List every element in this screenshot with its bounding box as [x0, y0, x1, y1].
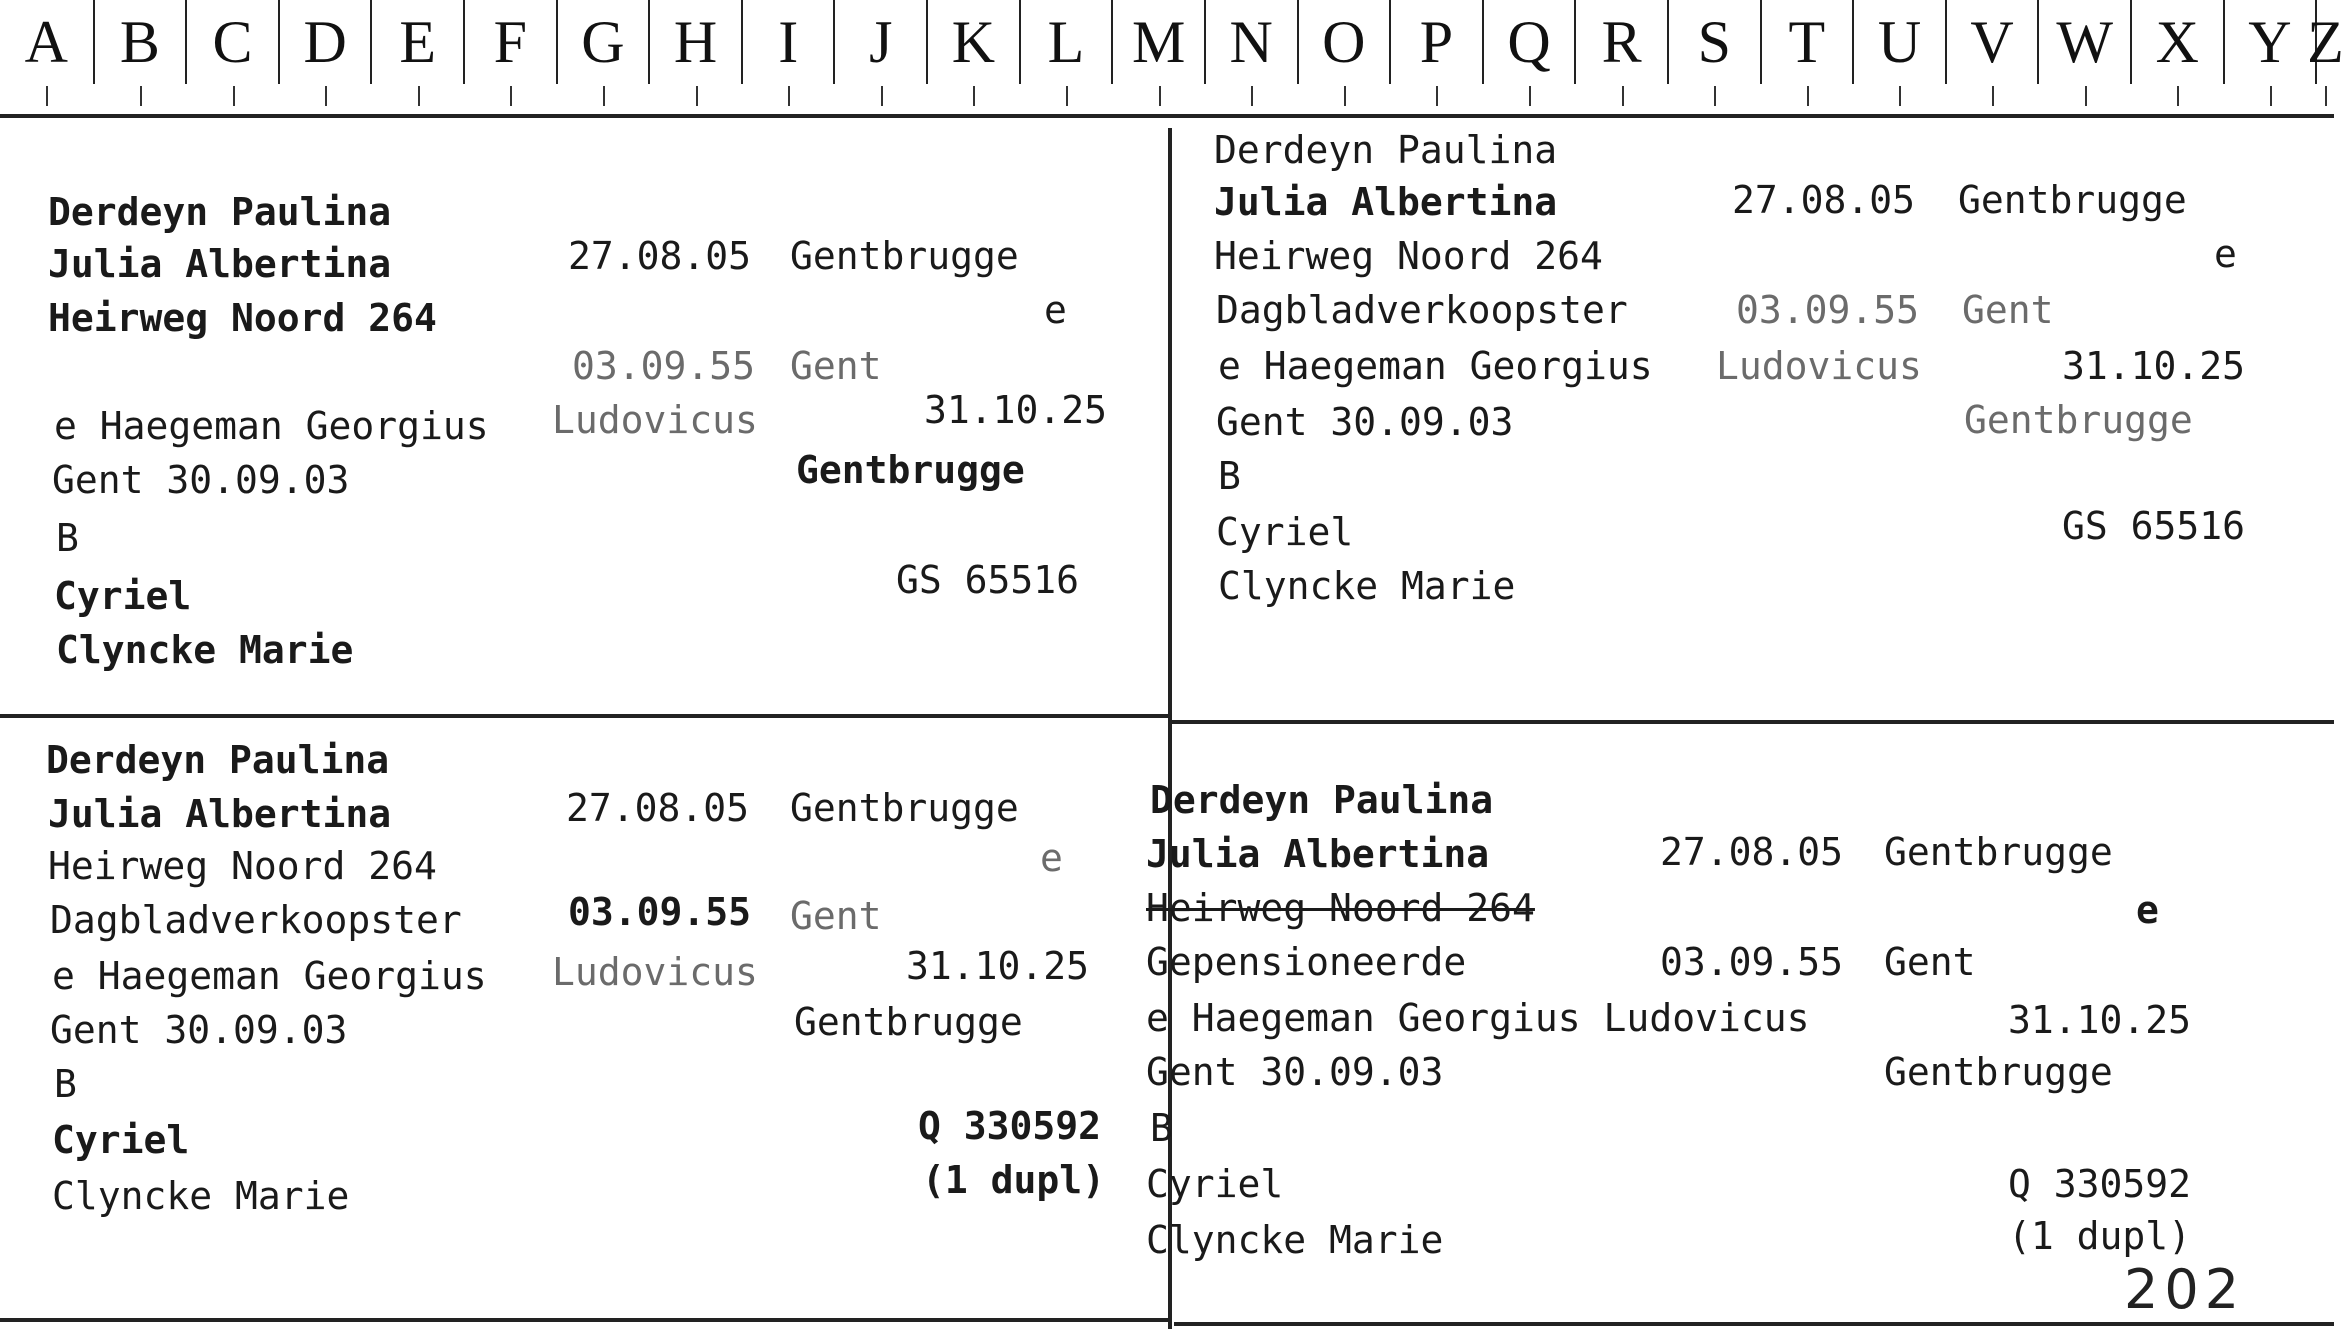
index-letter-label: Q	[1507, 9, 1551, 75]
index-tick-mark	[1807, 86, 1809, 106]
card-spouse-birth-date: 31.10.25	[924, 388, 1108, 432]
index-letter-label: Z	[2307, 9, 2344, 75]
index-tick-mark	[233, 86, 235, 106]
card-given-names: Julia Albertina	[1146, 832, 1490, 876]
card-event-place: Gent	[1884, 940, 1976, 984]
card-nationality: B	[1218, 454, 1241, 498]
index-tick-mark	[696, 86, 698, 106]
index-letter-z	[2307, 0, 2344, 84]
index-letter-label: N	[1229, 9, 1273, 75]
card-spouse-name: e Haegeman Georgius Ludovicus	[1146, 996, 1810, 1040]
index-letter-label: P	[1419, 9, 1454, 75]
index-letter-label: X	[2155, 9, 2199, 75]
index-letter-o	[1297, 0, 1390, 84]
index-letter-label: V	[1970, 9, 2014, 75]
index-letter-label: K	[951, 9, 996, 75]
index-letter-y	[2223, 0, 2316, 84]
card-spouse-birth-place: Gent 30.09.03	[1216, 400, 1514, 444]
index-tick-mark	[418, 86, 420, 106]
index-tick-mark	[2085, 86, 2087, 106]
card-address: Heirweg Noord 264	[48, 844, 437, 888]
card-event-place: Gent	[790, 894, 882, 938]
card-spouse-birth-date: 31.10.25	[906, 944, 1090, 988]
index-letter-e	[370, 0, 463, 84]
index-letter-r	[1574, 0, 1667, 84]
index-tick-mark	[1159, 86, 1161, 106]
card-birth-date: 27.08.05	[1732, 178, 1916, 222]
card-birth-place: Gentbrugge	[790, 234, 1019, 278]
card-spouse-birth-date: 31.10.25	[2062, 344, 2246, 388]
index-tick-mark	[1714, 86, 1716, 106]
index-letter-label: W	[2056, 9, 2114, 75]
index-letter-x	[2130, 0, 2223, 84]
index-tick-mark	[973, 86, 975, 106]
card-marital-mark: e	[2136, 888, 2159, 932]
index-letter-a	[0, 0, 93, 84]
record-card-top-right	[1172, 118, 2334, 720]
card-reference-number: GS 65516	[2062, 504, 2246, 548]
index-letter-label: G	[581, 9, 625, 75]
card-mother-name: Clyncke Marie	[52, 1174, 350, 1218]
card-given-names: Julia Albertina	[1214, 180, 1558, 224]
card-divider-bottom-left	[0, 1318, 1170, 1322]
card-birth-place: Gentbrugge	[1884, 830, 2113, 874]
card-reference-number: Q 330592	[2008, 1162, 2192, 1206]
card-birth-date: 27.08.05	[566, 786, 750, 830]
index-letter-d	[278, 0, 371, 84]
card-birth-date: 27.08.05	[1660, 830, 1844, 874]
index-letter-s	[1667, 0, 1760, 84]
index-letter-label: A	[24, 9, 68, 75]
card-name-line: Derdeyn Paulina	[46, 738, 390, 782]
index-letter-u	[1852, 0, 1945, 84]
card-mother-name: Clyncke Marie	[1218, 564, 1516, 608]
card-marital-mark: e	[1044, 288, 1067, 332]
card-birth-place: Gentbrugge	[1958, 178, 2187, 222]
card-spouse-given: Ludovicus	[1716, 344, 1922, 388]
index-letter-label: U	[1877, 9, 1922, 75]
index-tick-mark	[1251, 86, 1253, 106]
index-tick-mark	[788, 86, 790, 106]
index-letter-label: L	[1047, 9, 1085, 75]
card-spouse-birth-place: Gent 30.09.03	[1146, 1050, 1444, 1094]
card-spouse-residence: Gentbrugge	[1884, 1050, 2113, 1094]
index-letter-l	[1019, 0, 1112, 84]
index-letter-label: E	[399, 9, 437, 75]
card-address: Heirweg Noord 264	[1214, 234, 1603, 278]
index-letter-p	[1389, 0, 1482, 84]
card-spouse-residence: Gentbrugge	[1964, 398, 2193, 442]
index-tick-mark	[1066, 86, 1068, 106]
card-spouse-birth-date: 31.10.25	[2008, 998, 2192, 1042]
index-letter-m	[1111, 0, 1204, 84]
card-marital-mark: e	[2214, 232, 2237, 276]
index-tick-mark	[46, 86, 48, 106]
index-tick-mark	[140, 86, 142, 106]
card-nationality: B	[1150, 1106, 1173, 1150]
card-father-name: Cyriel	[54, 574, 192, 618]
card-name-line: Derdeyn Paulina	[48, 190, 392, 234]
index-letter-n	[1204, 0, 1297, 84]
card-mother-name: Clyncke Marie	[56, 628, 354, 672]
card-occupation: Dagbladverkoopster	[1216, 288, 1628, 332]
index-tick-mark	[2177, 86, 2179, 106]
card-duplicate-note: (1 dupl)	[2008, 1214, 2192, 1258]
index-tick-mark	[1529, 86, 1531, 106]
index-tick-mark	[2325, 86, 2327, 106]
index-letter-label: S	[1697, 9, 1731, 75]
card-spouse-residence: Gentbrugge	[794, 1000, 1023, 1044]
index-tick-mark	[881, 86, 883, 106]
index-tick-mark	[603, 86, 605, 106]
record-card-bottom-left	[0, 718, 1168, 1318]
card-divider-bottom-right	[1174, 1322, 2334, 1326]
card-event-place: Gent	[790, 344, 882, 388]
index-tick-mark	[325, 86, 327, 106]
index-tick-mark	[1992, 86, 1994, 106]
card-spouse-residence: Gentbrugge	[796, 448, 1025, 492]
index-letter-label: Y	[2248, 9, 2292, 75]
card-birth-place: Gentbrugge	[790, 786, 1019, 830]
card-occupation: Dagbladverkoopster	[50, 898, 462, 942]
card-spouse-name: e Haegeman Georgius	[54, 404, 489, 448]
card-event-date: 03.09.55	[1660, 940, 1844, 984]
index-letter-q	[1482, 0, 1575, 84]
card-event-date: 03.09.55	[568, 890, 752, 934]
card-spouse-birth-place: Gent 30.09.03	[52, 458, 350, 502]
card-duplicate-note: (1 dupl)	[922, 1158, 1106, 1202]
index-letter-j	[833, 0, 926, 84]
card-given-names: Julia Albertina	[48, 242, 392, 286]
card-spouse-name: e Haegeman Georgius	[52, 954, 487, 998]
card-event-date: 03.09.55	[1736, 288, 1920, 332]
index-tick-mark	[2270, 86, 2272, 106]
index-letter-label: H	[673, 9, 718, 75]
index-letter-c	[185, 0, 278, 84]
card-mother-name: Clyncke Marie	[1146, 1218, 1444, 1262]
card-nationality: B	[56, 516, 79, 560]
card-father-name: Cyriel	[1146, 1162, 1284, 1206]
index-letter-f	[463, 0, 556, 84]
index-letter-label: T	[1788, 9, 1826, 75]
card-spouse-birth-place: Gent 30.09.03	[50, 1008, 348, 1052]
index-letter-label: F	[493, 9, 528, 75]
index-letter-label: C	[212, 9, 253, 75]
card-spouse-name: e Haegeman Georgius	[1218, 344, 1653, 388]
card-marital-mark: e	[1040, 836, 1063, 880]
index-letter-label: D	[303, 9, 347, 75]
index-letter-label: R	[1601, 9, 1642, 75]
card-event-place: Gent	[1962, 288, 2054, 332]
record-card-top-left	[0, 118, 1168, 714]
index-letter-k	[926, 0, 1019, 84]
card-spouse-given: Ludovicus	[552, 398, 758, 442]
index-tick-mark	[1344, 86, 1346, 106]
card-nationality: B	[54, 1062, 77, 1106]
index-letter-t	[1760, 0, 1853, 84]
index-letter-w	[2037, 0, 2130, 84]
card-occupation: Gepensioneerde	[1146, 940, 1467, 984]
card-birth-date: 27.08.05	[568, 234, 752, 278]
card-name-line: Derdeyn Paulina	[1214, 128, 1558, 172]
index-letter-label: I	[778, 9, 799, 75]
index-letter-label: B	[119, 9, 160, 75]
index-letter-label: O	[1322, 9, 1366, 75]
index-letter-b	[93, 0, 186, 84]
card-address-struck: Heirweg Noord 264	[1146, 886, 1535, 930]
card-address: Heirweg Noord 264	[48, 296, 437, 340]
record-card-bottom-right	[1146, 724, 2334, 1322]
index-tick-mark	[1622, 86, 1624, 106]
card-name-line: Derdeyn Paulina	[1150, 778, 1494, 822]
card-reference-number: GS 65516	[896, 558, 1080, 602]
alphabet-index-strip	[0, 0, 2344, 84]
card-reference-number: Q 330592	[918, 1104, 1102, 1148]
card-given-names: Julia Albertina	[48, 792, 392, 836]
handwritten-page-number: 202	[2124, 1258, 2246, 1321]
index-letter-h	[648, 0, 741, 84]
card-father-name: Cyriel	[52, 1118, 190, 1162]
index-letter-i	[741, 0, 834, 84]
index-letter-g	[556, 0, 649, 84]
index-tick-mark	[1436, 86, 1438, 106]
index-letter-label: M	[1131, 9, 1186, 75]
card-spouse-given: Ludovicus	[552, 950, 758, 994]
index-tick-mark	[1899, 86, 1901, 106]
card-father-name: Cyriel	[1216, 510, 1354, 554]
index-letter-label: J	[869, 9, 893, 75]
index-letter-v	[1945, 0, 2038, 84]
index-tick-mark	[510, 86, 512, 106]
card-event-date: 03.09.55	[572, 344, 756, 388]
